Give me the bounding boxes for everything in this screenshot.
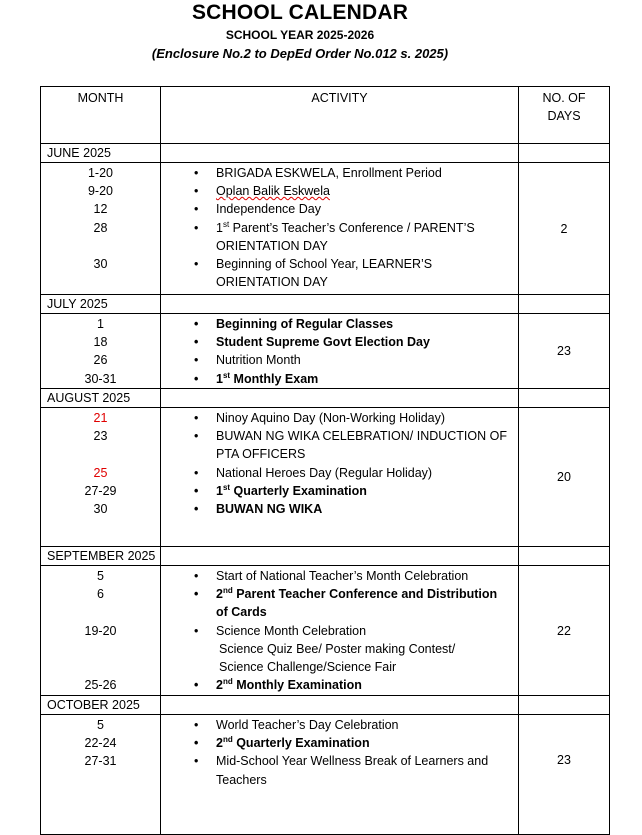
activities-cell — [161, 566, 519, 696]
days-count: 22 — [519, 566, 610, 696]
activity-item: • Nutrition Month — [161, 351, 518, 369]
activity-item: • BUWAN NG WIKA CELEBRATION/ INDUCTION OF PTA OFFICERS — [161, 427, 518, 463]
activity-item: • BUWAN NG WIKA — [161, 500, 518, 518]
activity-item: • 2nd Monthly Examination — [161, 676, 518, 694]
activity-item: • Oplan Balik Eskwela — [161, 182, 518, 200]
activity-item: • Ninoy Aquino Day (Non-Working Holiday) — [161, 409, 518, 427]
days-count: 2 — [519, 163, 610, 295]
header-row — [41, 87, 610, 144]
activity-item: • Independence Day — [161, 200, 518, 218]
month-row-june — [41, 144, 610, 163]
activities-cell — [161, 163, 519, 295]
month-row-august — [41, 389, 610, 408]
activities-cell — [161, 314, 519, 389]
month-body-october — [41, 715, 610, 835]
dates-cell: 1-20 9-20 12 28 30 — [41, 163, 161, 295]
col-month: MONTH — [41, 87, 161, 144]
activity-item: • 2nd Parent Teacher Conference and Distribution of Cards — [161, 585, 518, 621]
month-body-june — [41, 163, 610, 295]
activity-item: • 1st Parent’s Teacher’s Conference / PARENT’S ORIENTATION DAY — [161, 219, 518, 255]
dates-cell: 5 6 19-20 25-26 — [41, 566, 161, 696]
activity-item: • 1st Quarterly Examination — [161, 482, 518, 500]
month-label: SEPTEMBER 2025 — [41, 547, 161, 566]
calendar-table — [40, 86, 610, 835]
activity-item: • Start of National Teacher’s Month Celebration — [161, 567, 518, 585]
activity-item: • World Teacher’s Day Celebration — [161, 716, 518, 734]
activity-item: • Science Month Celebration — [161, 622, 518, 640]
days-count: 20 — [519, 408, 610, 547]
dates-cell: 5 22-24 27-31 — [41, 715, 161, 835]
activity-item: Science Challenge/Science Fair — [219, 660, 397, 675]
activity-item: Science Quiz Bee/ Poster making Contest/ — [219, 641, 456, 656]
activity-item: • Beginning of Regular Classes — [161, 315, 518, 333]
month-row-september — [41, 547, 610, 566]
activity-item: • 1st Monthly Exam — [161, 370, 518, 388]
activity-item: • National Heroes Day (Regular Holiday) — [161, 464, 518, 482]
month-label: JULY 2025 — [41, 295, 161, 314]
month-row-july — [41, 295, 610, 314]
dates-cell: 1 18 26 30-31 — [41, 314, 161, 389]
enclosure-note: (Enclosure No.2 to DepEd Order No.012 s. 2025) — [151, 46, 449, 61]
month-body-august — [41, 408, 610, 547]
activity-item: • Student Supreme Govt Election Day — [161, 333, 518, 351]
activities-cell — [161, 715, 519, 835]
activity-item: • Beginning of School Year, LEARNER’S ORIENTATION DAY — [161, 255, 518, 291]
month-label: JUNE 2025 — [41, 144, 161, 163]
days-count: 23 — [519, 715, 610, 835]
col-days: NO. OF DAYS — [519, 87, 610, 144]
activities-cell — [161, 408, 519, 547]
month-label: AUGUST 2025 — [41, 389, 161, 408]
page-title: SCHOOL CALENDAR — [191, 1, 409, 24]
dates-cell: 21 23 25 27-29 30 — [41, 408, 161, 547]
activity-item: • BRIGADA ESKWELA, Enrollment Period — [161, 164, 518, 182]
col-activity: ACTIVITY — [161, 87, 519, 144]
activity-item: • 2nd Quarterly Examination — [161, 734, 518, 752]
school-year: SCHOOL YEAR 2025-2026 — [225, 28, 375, 42]
days-count: 23 — [519, 314, 610, 389]
month-body-september — [41, 566, 610, 696]
activity-item: • Mid-School Year Wellness Break of Learners and Teachers — [161, 752, 518, 788]
month-row-october — [41, 696, 610, 715]
month-body-july — [41, 314, 610, 389]
month-label: OCTOBER 2025 — [41, 696, 161, 715]
